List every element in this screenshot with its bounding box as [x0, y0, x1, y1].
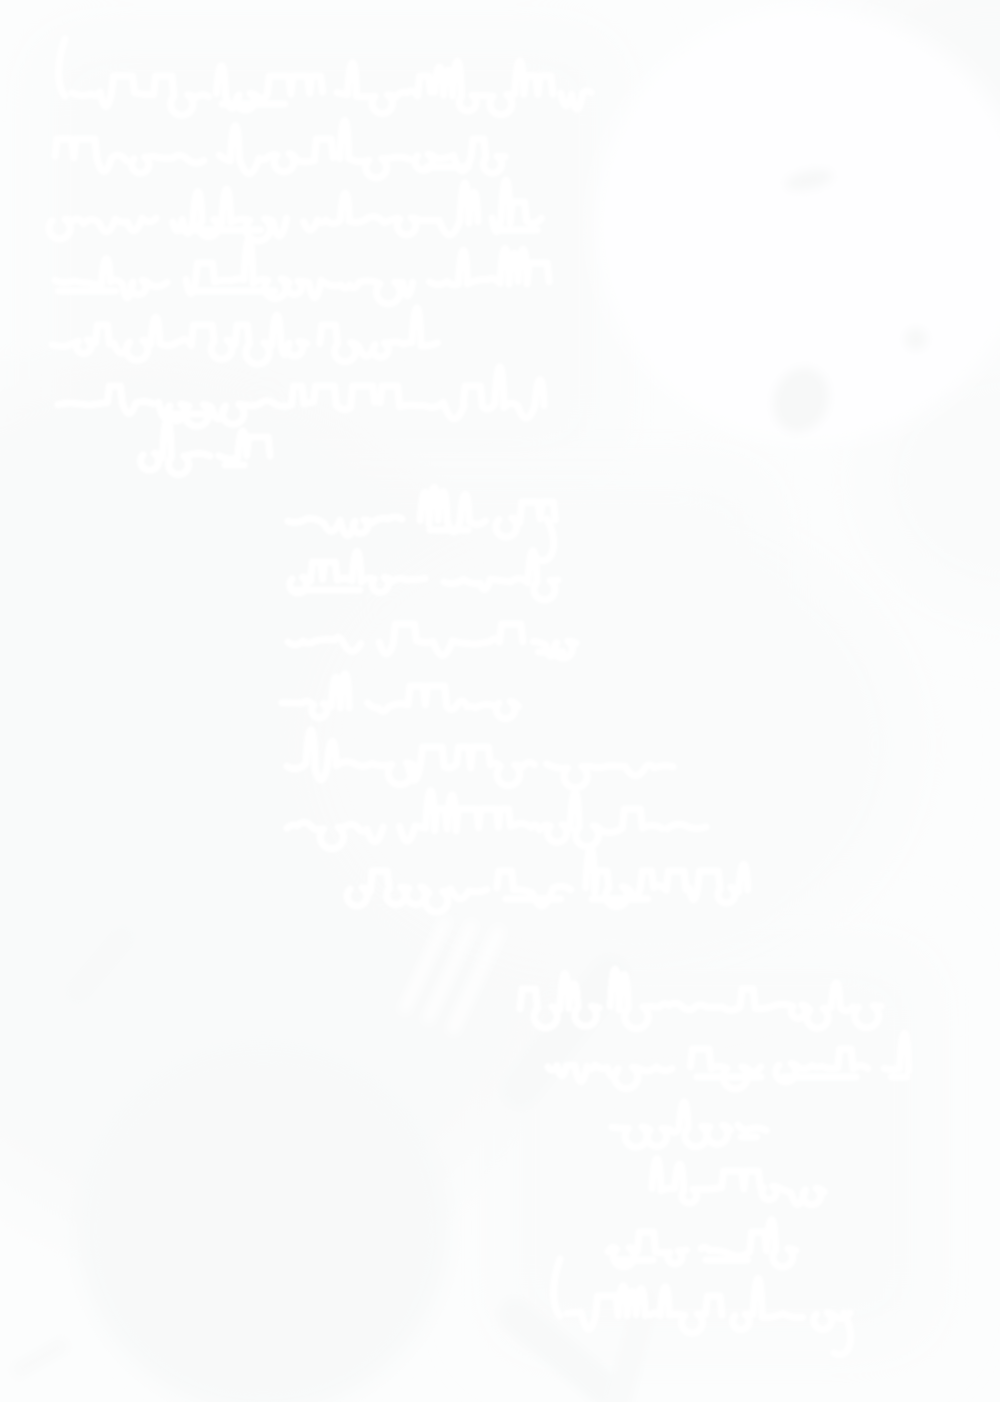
smudge-dot	[905, 328, 927, 350]
bottom-left-disc	[77, 1042, 449, 1402]
